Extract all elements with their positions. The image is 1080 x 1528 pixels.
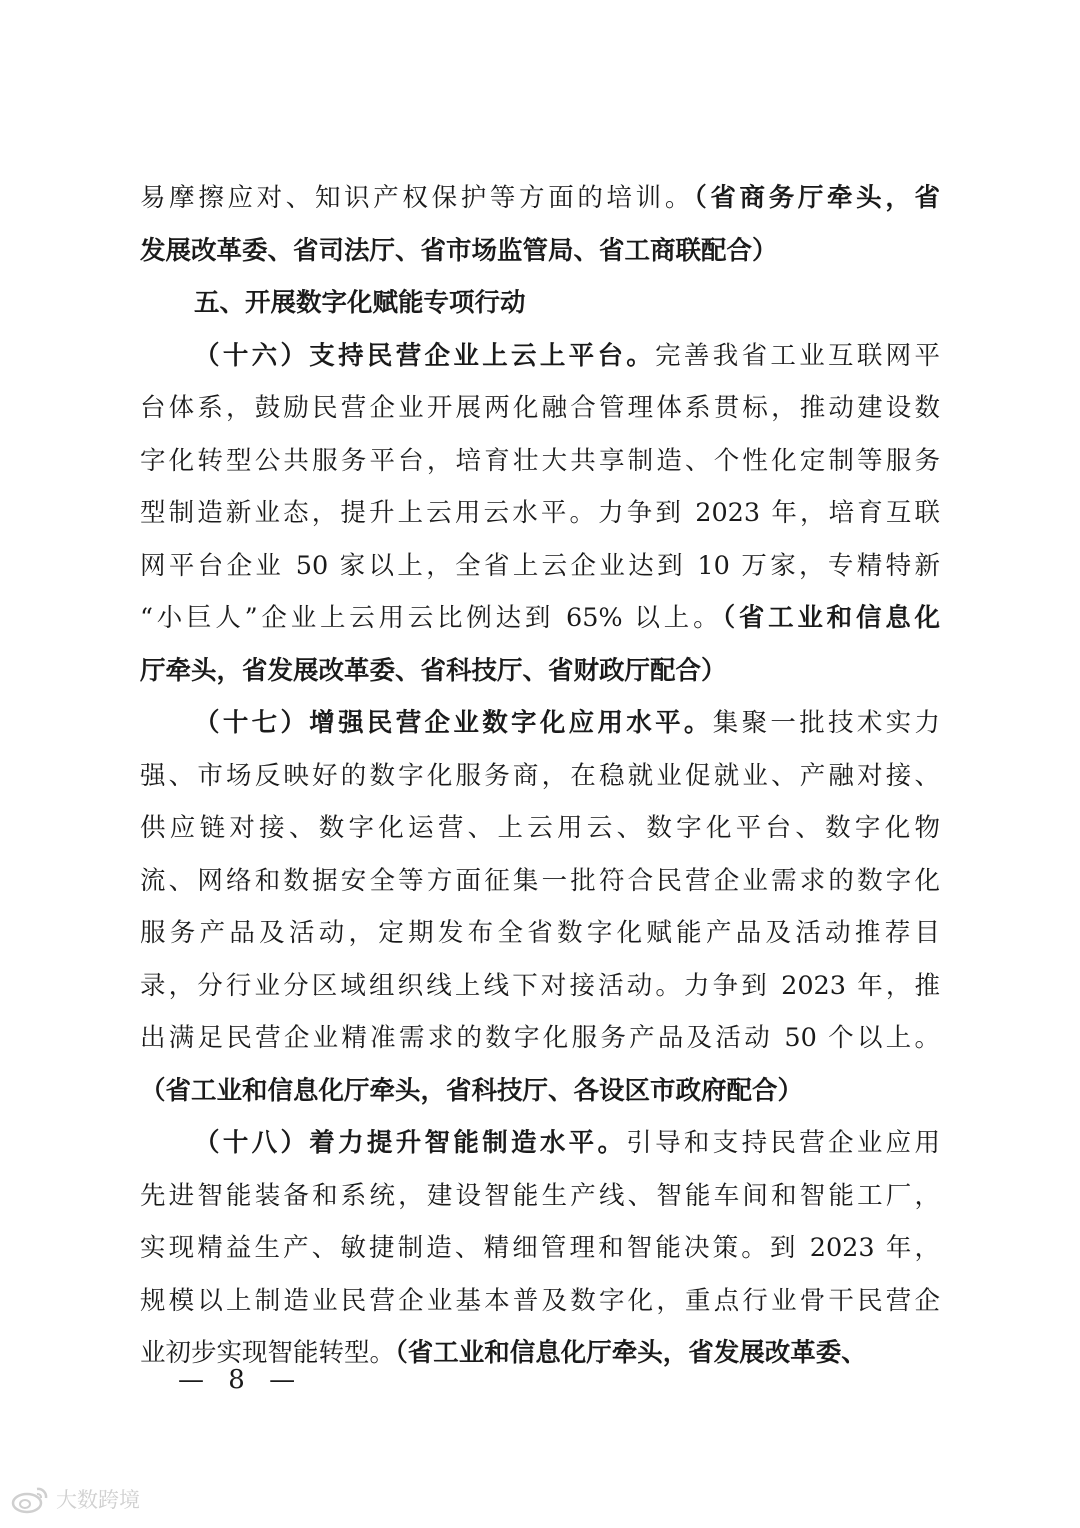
responsible-departments: （省工业和信息化 (722, 603, 940, 633)
body-text: 型制造新业态，提升上云用云水平。力争到 2023 年，培育互联 (140, 498, 940, 528)
text-line (140, 645, 940, 698)
text-line (140, 225, 940, 278)
body-text: 录，分行业分区域组织线上线下对接活动。力争到 2023 年，推 (140, 970, 940, 1001)
text-line (140, 907, 940, 960)
text-line (140, 435, 940, 488)
text-line (140, 802, 940, 855)
body-text: 规模以上制造业民营企业基本普及数字化，重点行业骨干民营企 (140, 1285, 940, 1316)
text-line (140, 855, 940, 908)
text-line (140, 1065, 940, 1118)
body-text: 台体系，鼓励民营企业开展两化融合管理体系贯标，推动建设数 (140, 393, 940, 423)
section-heading (140, 277, 940, 330)
body-text: 强、市场反映好的数字化服务商，在稳就业促就业、产融对接、 (140, 760, 940, 791)
text-line (140, 1222, 940, 1275)
responsible-departments: （省工业和信息化厅牵头，省科技厅、各设区市政府配合） (140, 1075, 804, 1106)
body-text: 易摩擦应对、知识产权保护等方面的培训。 (140, 183, 694, 213)
text-line (140, 172, 940, 225)
item-title: （十八）着力提升智能制造水平。 (194, 1128, 627, 1158)
responsible-departments: （省工业和信息化厅牵头，省发展改革委、 (395, 1338, 867, 1368)
text-line (140, 750, 940, 803)
watermark-text: 大数跨境 (56, 1488, 140, 1512)
text-line (140, 487, 940, 540)
body-text: 先进智能装备和系统，建设智能生产线、智能车间和智能工厂， (140, 1180, 940, 1211)
responsible-departments: 厅牵头，省发展改革委、省科技厅、省财政厅配合） (140, 655, 727, 686)
body-text: “小巨人”企业上云用云比例达到 65% 以上。 (140, 603, 723, 633)
text-line (140, 960, 940, 1013)
document-body (140, 172, 940, 1380)
text-line (140, 382, 940, 435)
responsible-departments: 发展改革委、省司法厅、省市场监管局、省工商联配合） (140, 235, 778, 266)
body-text: 供应链对接、数字化运营、上云用云、数字化平台、数字化物 (140, 813, 940, 843)
item-title: （十六）支持民营企业上云上平台。 (194, 340, 656, 371)
text-line (140, 540, 940, 593)
body-text: 完善我省工业互联网平 (655, 340, 940, 371)
body-text: 字化转型公共服务平台，培育壮大共享制造、个性化定制等服务 (140, 445, 940, 476)
body-text: 服务产品及活动，定期发布全省数字化赋能产品及活动推荐目 (140, 918, 940, 948)
watermark (10, 1484, 140, 1514)
page-number: — 8 — (178, 1365, 304, 1395)
heading-text: 五、开展数字化赋能专项行动 (194, 288, 526, 318)
body-text: 业初步实现智能转型。 (140, 1338, 396, 1368)
weibo-icon (10, 1484, 50, 1514)
body-text: 流、网络和数据安全等方面征集一批符合民营企业需求的数字化 (140, 865, 940, 896)
body-text: 网平台企业 50 家以上，全省上云企业达到 10 万家，专精特新 (140, 550, 940, 581)
body-text: 实现精益生产、敏捷制造、精细管理和智能决策。到 2023 年， (140, 1233, 940, 1263)
body-text: 出满足民营企业精准需求的数字化服务产品及活动 50 个以上。 (140, 1023, 940, 1053)
text-line (140, 1275, 940, 1328)
text-line (140, 1170, 940, 1223)
text-line (140, 697, 940, 750)
text-line (140, 592, 940, 645)
text-line (140, 330, 940, 383)
body-text: 引导和支持民营企业应用 (626, 1128, 940, 1158)
item-title: （十七）增强民营企业数字化应用水平。 (194, 708, 713, 738)
text-line (140, 1012, 940, 1065)
body-text: 集聚一批技术实力 (712, 708, 940, 738)
responsible-departments: （省商务厅牵头，省 (693, 183, 940, 213)
text-line (140, 1117, 940, 1170)
